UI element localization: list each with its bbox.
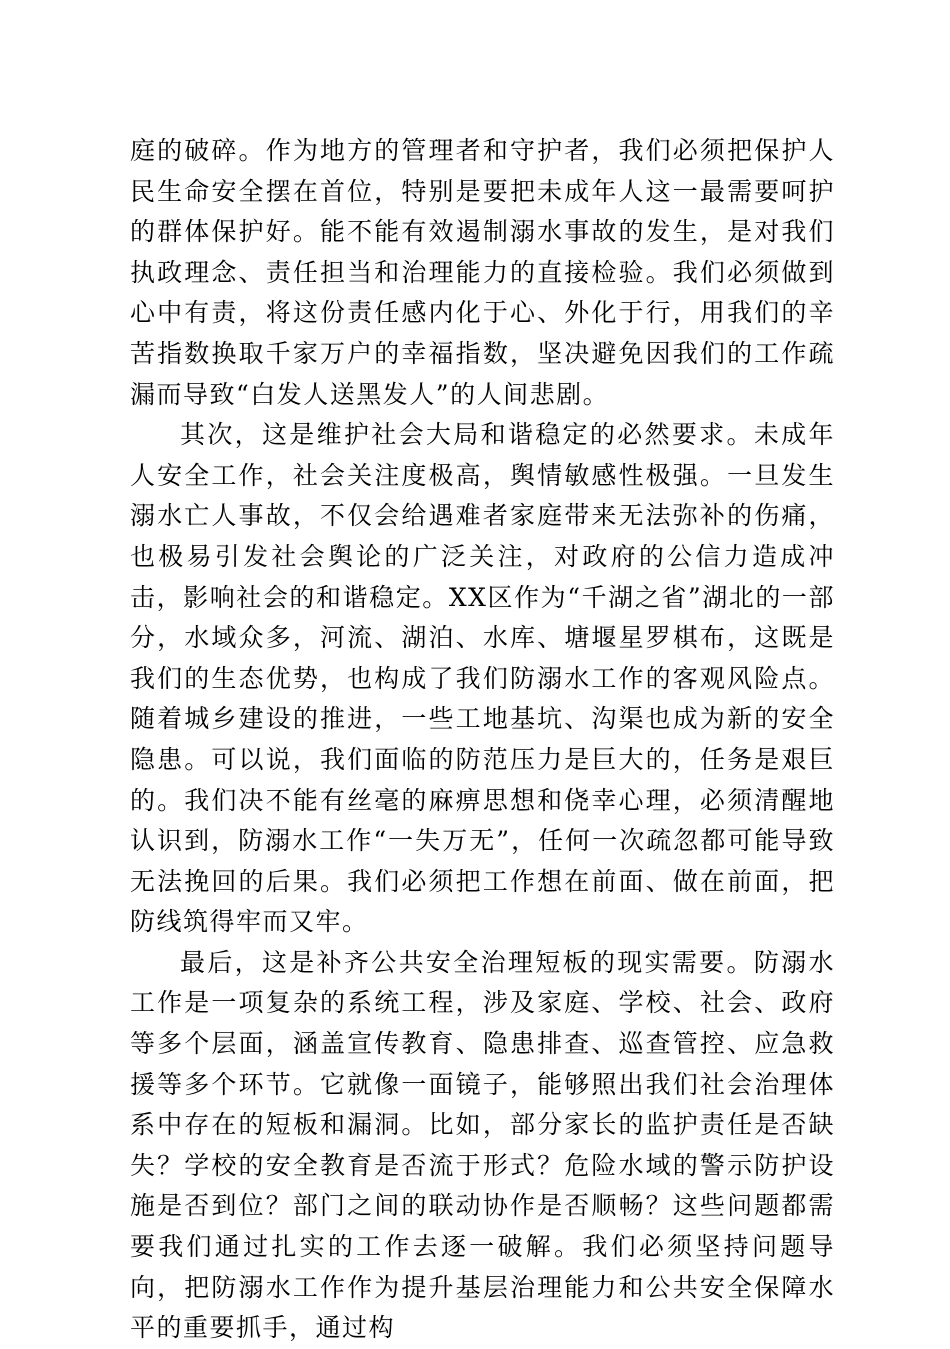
paragraph-continuation: 庭的破碎。作为地方的管理者和守护者，我们必须把保护人民生命安全摆在首位，特别是要把未成年人这一最需要呵护的群体保护好。能不能有效遏制溺水事故的发生，是对我们执政理念、责任担当和治理能力的直接检验。我们必须做到心中有责，将这份责任感内化于心、外化于行，用我们的辛苦指数换取千家万户的幸福指数，坚决避免因我们的工作疏漏而导致“白发人送黑发人”的人间悲剧。	[130, 136, 835, 409]
paragraph-second-point: 其次，这是维护社会大局和谐稳定的必然要求。未成年人安全工作，社会关注度极高，舆情敏感性极强。一旦发生溺水亡人事故，不仅会给遇难者家庭带来无法弥补的伤痛，也极易引发社会舆论的广泛关注，对政府的公信力造成冲击，影响社会的和谐稳定。XX区作为“千湖之省”湖北的一部分，水域众多，河流、湖泊、水库、塘堰星罗棋布，这既是我们的生态优势，也构成了我们防溺水工作的客观风险点。随着城乡建设的推进，一些工地基坑、沟渠也成为新的安全隐患。可以说，我们面临的防范压力是巨大的，任务是艰巨的。我们决不能有丝毫的麻痹思想和侥幸心理，必须清醒地认识到，防溺水工作“一失万无”，任何一次疏忽都可能导致无法挽回的后果。我们必须把工作想在前面、做在前面，把防线筑得牢而又牢。	[130, 420, 835, 937]
document-body	[130, 131, 835, 1349]
paragraph-last-point: 最后，这是补齐公共安全治理短板的现实需要。防溺水工作是一项复杂的系统工程，涉及家庭、学校、社会、政府等多个层面，涵盖宣传教育、隐患排查、巡查管控、应急救援等多个环节。它就像一面镜子，能够照出我们社会治理体系中存在的短板和漏洞。比如，部分家长的监护责任是否缺失？学校的安全教育是否流于形式？危险水域的警示防护设施是否到位？部门之间的联动协作是否顺畅？这些问题都需要我们通过扎实的工作去逐一破解。我们必须坚持问题导向，把防溺水工作作为提升基层治理能力和公共安全保障水平的重要抓手，通过构	[130, 947, 835, 1343]
